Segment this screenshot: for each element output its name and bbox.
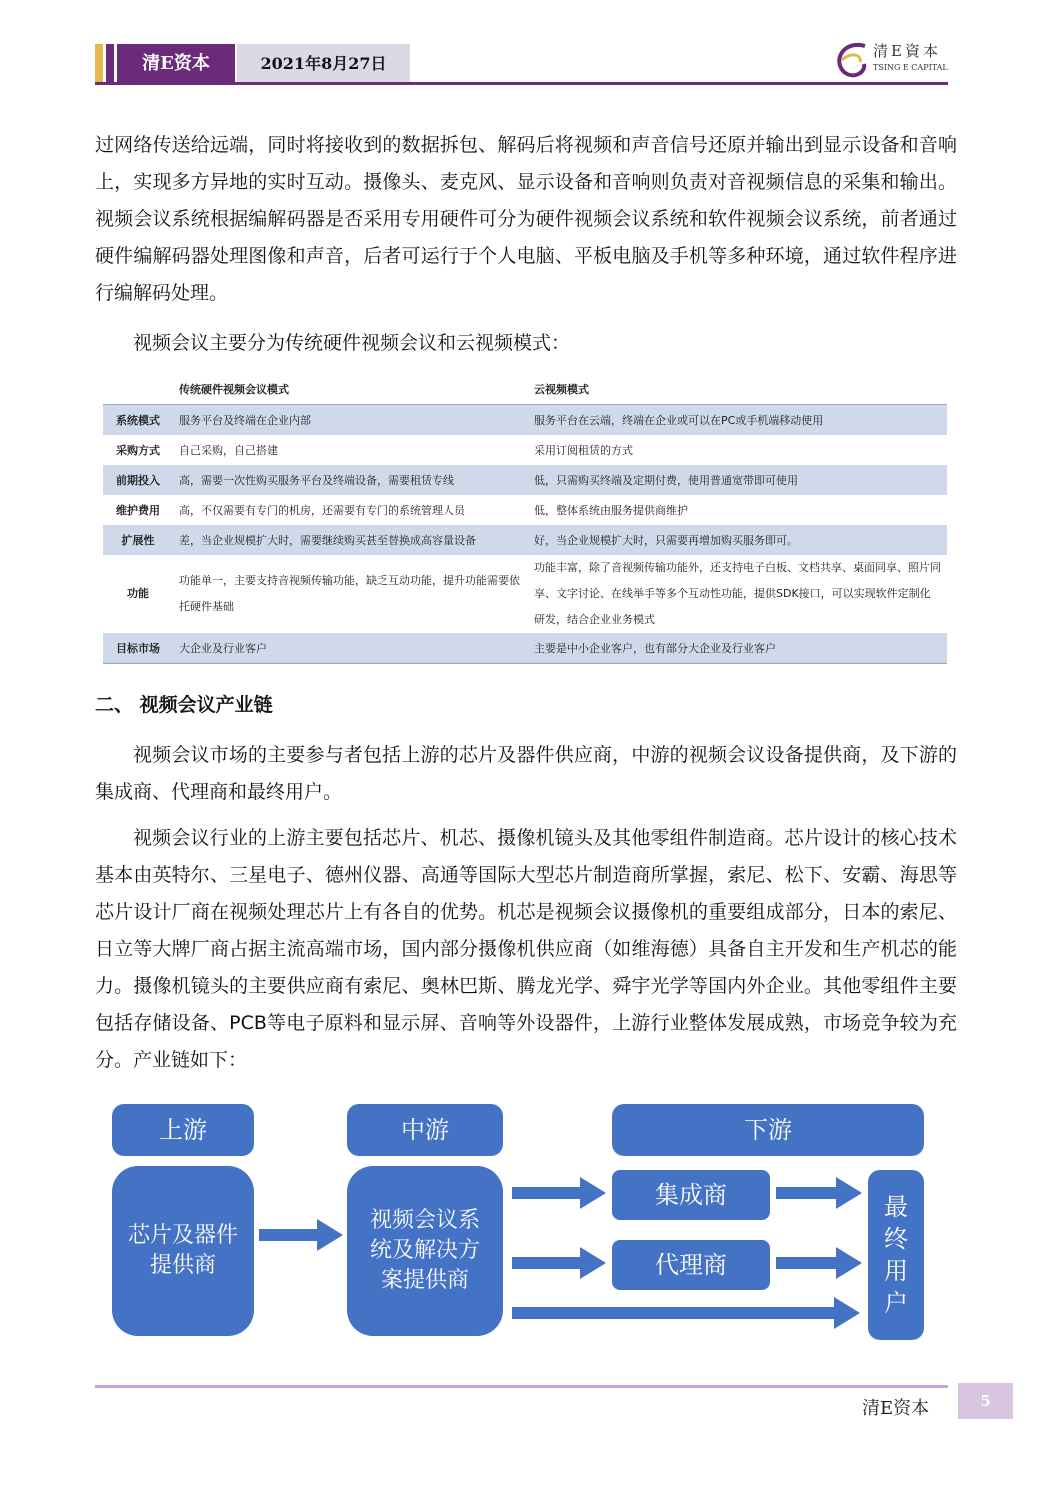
row-key: 功能	[127, 587, 149, 600]
header-accent-purple	[106, 44, 114, 84]
row-hardware-value: 高，需要一次性购买服务平台及终端设备，需要租赁专线	[173, 465, 528, 495]
row-hardware-value: 大企业及行业客户	[173, 633, 528, 664]
paragraph-participants: 视频会议市场的主要参与者包括上游的芯片及器件供应商，中游的视频会议设备提供商，及下游的集成商、代理商和最终用户。	[95, 744, 957, 803]
solution-provider-box: 视频会议系统及解决方案提供商	[347, 1166, 503, 1336]
downstream-label: 下游	[612, 1104, 924, 1156]
arrow-midstream-to-end-user	[512, 1303, 860, 1323]
row-hardware-value: 功能单一，主要支持音视频传输功能，缺乏互动功能，提升功能需要依托硬件基础	[179, 574, 520, 613]
arrow-midstream-to-agent	[512, 1253, 606, 1273]
upstream-label: 上游	[112, 1104, 254, 1156]
arrow-midstream-to-integrator	[512, 1183, 606, 1203]
supplier-box: 芯片及器件提供商	[112, 1166, 254, 1336]
table-row	[103, 495, 947, 525]
table-row	[103, 633, 947, 664]
row-key: 目标市场	[103, 633, 173, 664]
row-cloud-value: 主要是中小企业客户，也有部分大企业及行业客户	[528, 633, 947, 664]
table-row	[103, 555, 947, 633]
arrow-upstream-to-midstream	[259, 1225, 343, 1245]
header-rule	[95, 82, 948, 85]
arrow-agent-to-end-user	[776, 1253, 862, 1273]
row-cloud-value: 低，只需购买终端及定期付费，使用普通宽带即可使用	[528, 465, 947, 495]
footer-rule	[95, 1385, 948, 1388]
table-header-hardware: 传统硬件视频会议模式	[173, 374, 528, 405]
row-hardware-value: 服务平台及终端在企业内部	[173, 405, 528, 436]
table-header-row	[103, 374, 947, 405]
table-row	[103, 525, 947, 555]
agent-box: 代理商	[612, 1240, 770, 1290]
table-header-cloud: 云视频模式	[528, 374, 947, 405]
row-key: 前期投入	[103, 465, 173, 495]
row-hardware-value: 差，当企业规模扩大时，需要继续购买甚至替换成高容量设备	[173, 525, 528, 555]
comparison-table	[103, 374, 947, 664]
table-intro: 视频会议主要分为传统硬件视频会议和云视频模式：	[133, 332, 571, 354]
row-cloud-value: 采用订阅租赁的方式	[534, 444, 633, 457]
row-key: 扩展性	[103, 525, 173, 555]
row-hardware-value: 自己采购，自己搭建	[179, 444, 278, 457]
paragraph-upstream: 视频会议行业的上游主要包括芯片、机芯、摄像机镜头及其他零组件制造商。芯片设计的核心技术基本由英特尔、三星电子、德州仪器、高通等国际大型芯片制造商所掌握，索尼、松下、安霸、海思等芯片设计厂商在视频处理芯片上有各自的优势。机芯是视频会议摄像机的重要组成部分，日本的索尼、日立等大牌厂商占据主流高端市场，国内部分摄像机供应商（如维海德）具备自主开发和生产机芯的能力。摄像机镜头的主要供应商有索尼、奥林巴斯、腾龙光学、舜宇光学等国内外企业。其他零组件主要包括存储设备、PCB等电子原料和显示屏、音响等外设器件，上游行业整体发展成熟，市场竞争较为充分。产业链如下：	[95, 827, 957, 1071]
logo-english-text: TSING E CAPITAL	[873, 63, 948, 72]
section-heading: 二、 视频会议产业链	[95, 694, 273, 716]
row-key: 采购方式	[116, 444, 160, 457]
header-accent-yellow	[95, 44, 103, 84]
row-key: 系统模式	[103, 405, 173, 436]
table-row	[103, 465, 947, 495]
row-hardware-value: 高，不仅需要有专门的机房，还需要有专门的系统管理人员	[179, 504, 465, 517]
logo-chinese-text: 清E資本	[873, 42, 941, 60]
footer-brand: 清E资本	[862, 1398, 930, 1419]
header-date: 2021年8月27日	[237, 44, 410, 84]
paragraph-intro: 过网络传送给远端，同时将接收到的数据拆包、解码后将视频和声音信号还原并输出到显示设备和音响上，实现多方异地的实时互动。摄像头、麦克风、显示设备和音响则负责对音视频信息的采集和输出。视频会议系统根据编解码器是否采用专用硬件可分为硬件视频会议系统和软件视频会议系统，前者通过硬件编解码器处理图像和声音，后者可运行于个人电脑、平板电脑及手机等多种环境，通过软件程序进行编解码处理。	[95, 134, 957, 304]
row-cloud-value: 功能丰富，除了音视频传输功能外，还支持电子白板、文档共享、桌面同享、照片同享、文字讨论、在线举手等多个互动性功能，提供SDK接口，可以实现软件定制化研发，结合企业业务模式	[534, 561, 941, 626]
row-key: 维护费用	[116, 504, 160, 517]
header-brand: 清E资本	[117, 44, 235, 84]
table-header-blank	[103, 374, 173, 405]
integrator-box: 集成商	[612, 1170, 770, 1220]
row-cloud-value: 好，当企业规模扩大时，只需要再增加购买服务即可。	[528, 525, 947, 555]
row-cloud-value: 低，整体系统由服务提供商维护	[534, 504, 688, 517]
arrow-integrator-to-end-user	[776, 1183, 862, 1203]
table-row	[103, 435, 947, 465]
midstream-label: 中游	[347, 1104, 503, 1156]
end-user-box: 最终用户	[868, 1170, 924, 1340]
page-number: 5	[958, 1383, 1013, 1419]
row-cloud-value: 服务平台在云端，终端在企业或可以在PC或手机端移动使用	[528, 405, 947, 436]
table-row	[103, 405, 947, 436]
